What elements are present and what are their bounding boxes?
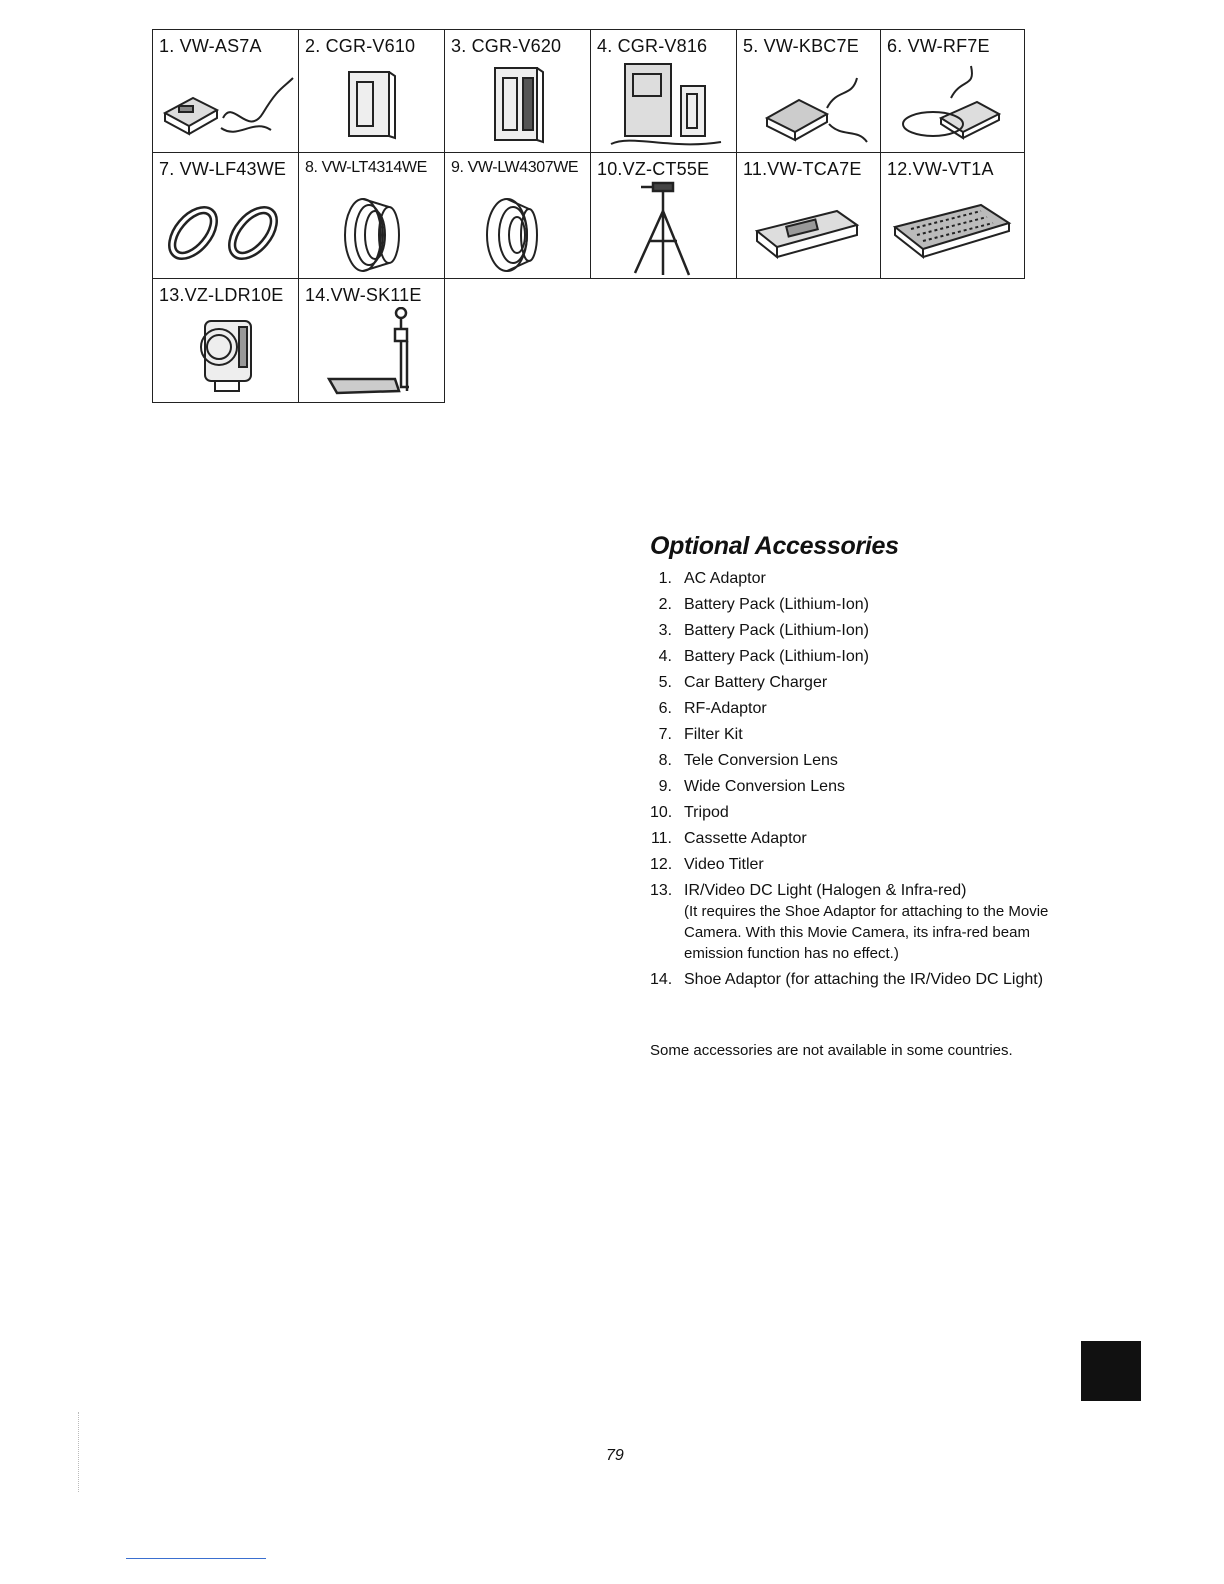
accessory-list [650, 566, 1090, 993]
item-text: Tele Conversion Lens [684, 752, 838, 769]
list-item [650, 618, 1090, 644]
tripod-icon [591, 181, 737, 277]
grid-cell [736, 152, 881, 279]
list-item [650, 800, 1090, 826]
list-item [650, 967, 1090, 993]
battery-large-icon [591, 58, 737, 153]
battery-medium-icon [445, 58, 591, 153]
car-charger-icon [737, 58, 881, 153]
section-tab-marker [1081, 1341, 1141, 1401]
list-item [650, 670, 1090, 696]
item-number: 1. [658, 570, 672, 587]
rf-adaptor-icon [881, 58, 1025, 153]
scan-artifact [78, 1412, 80, 1492]
item-number: 4. [658, 648, 672, 665]
list-item [650, 878, 1090, 964]
item-number: 5. [658, 674, 672, 691]
model-label: 11.VW-TCA7E [743, 159, 862, 179]
video-titler-icon [881, 181, 1025, 277]
list-item [650, 644, 1090, 670]
grid-cell [880, 152, 1025, 279]
model-label: 9. VW-LW4307WE [451, 159, 579, 176]
grid-cell [590, 29, 737, 153]
grid-cell [880, 29, 1025, 153]
model-label: 2. CGR-V610 [305, 36, 416, 56]
model-label: 1. VW-AS7A [159, 36, 262, 56]
shoe-adaptor-icon [299, 307, 445, 403]
item-text: Battery Pack (Lithium-Ion) [684, 648, 869, 665]
model-label: 10.VZ-CT55E [597, 159, 710, 179]
video-light-icon [153, 307, 299, 403]
grid-cell [444, 152, 591, 279]
grid-cell [736, 29, 881, 153]
grid-cell [444, 29, 591, 153]
item-text: RF-Adaptor [684, 700, 767, 717]
ac-adaptor-icon [153, 58, 299, 153]
item-number: 14. [650, 971, 673, 988]
item-text: Battery Pack (Lithium-Ion) [684, 622, 869, 639]
grid-cell [152, 29, 299, 153]
grid-cell [152, 278, 299, 403]
item-text: Cassette Adaptor [684, 830, 807, 847]
list-item [650, 592, 1090, 618]
item-text: Battery Pack (Lithium-Ion) [684, 596, 869, 613]
model-label: 13.VZ-LDR10E [159, 285, 284, 305]
item-text: Video Titler [684, 856, 764, 873]
grid-cell [298, 29, 445, 153]
item-text: IR/Video DC Light (Halogen & Infra-red) [684, 882, 967, 899]
grid-cell [298, 278, 445, 403]
list-item [650, 826, 1090, 852]
grid-cell [590, 152, 737, 279]
item-text: Car Battery Charger [684, 674, 828, 691]
item-text: Tripod [684, 804, 729, 821]
tele-lens-icon [299, 181, 445, 277]
wide-lens-icon [445, 181, 591, 277]
filter-kit-icon [153, 181, 299, 277]
bottom-rule [126, 1558, 266, 1559]
model-label: 6. VW-RF7E [887, 36, 990, 56]
item-number: 3. [658, 622, 672, 639]
item-text: Shoe Adaptor (for attaching the IR/Video DC Light) [684, 971, 1044, 988]
list-item [650, 566, 1090, 592]
item-number: 9. [658, 778, 672, 795]
page-number: 79 [606, 1447, 624, 1464]
page-title: Optional Accessories [650, 532, 899, 560]
model-label: 8. VW-LT4314WE [305, 159, 427, 176]
battery-small-icon [299, 58, 445, 153]
model-label: 4. CGR-V816 [597, 36, 708, 56]
item-number: 7. [658, 726, 672, 743]
item-text: AC Adaptor [684, 570, 766, 587]
model-label: 5. VW-KBC7E [743, 36, 859, 56]
item-number: 10. [650, 804, 673, 821]
item-number: 13. [650, 882, 673, 899]
grid-cell [298, 152, 445, 279]
item-number: 11. [650, 830, 672, 847]
model-label: 12.VW-VT1A [887, 159, 994, 179]
item-number: 6. [658, 700, 672, 717]
list-item [650, 774, 1090, 800]
list-item [650, 696, 1090, 722]
item-text: Wide Conversion Lens [684, 778, 845, 795]
list-item [650, 722, 1090, 748]
list-item [650, 852, 1090, 878]
item-number: 8. [658, 752, 672, 769]
availability-note: Some accessories are not available in some countries. [650, 1042, 1013, 1059]
grid-cell [152, 152, 299, 279]
model-label: 14.VW-SK11E [305, 285, 422, 305]
item-text: Filter Kit [684, 726, 743, 743]
item-number: 2. [658, 596, 672, 613]
item-note: (It requires the Shoe Adaptor for attaching to the Movie Camera. With this Movie Camera, its infra-red beam emission function has no effect.) [684, 903, 1049, 962]
cassette-adaptor-icon [737, 181, 881, 277]
item-number: 12. [650, 856, 673, 873]
model-label: 7. VW-LF43WE [159, 159, 287, 179]
list-item [650, 748, 1090, 774]
model-label: 3. CGR-V620 [451, 36, 562, 56]
